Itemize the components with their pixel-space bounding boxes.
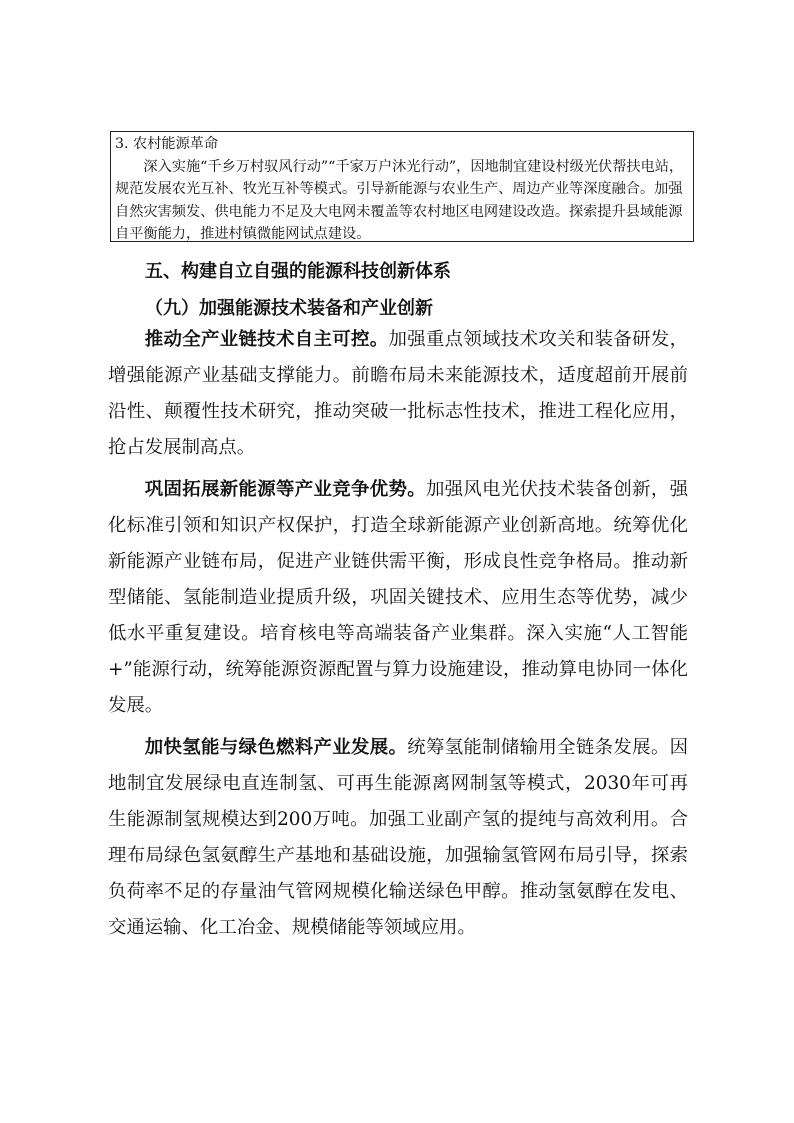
- box-body: 深入实施“千乡万村驭风行动”“千家万户沐光行动”，因地制宜建设村级光伏帮扶电站，规范发展农光互补、牧光互补等模式。引导新能源与农业生产、周边产业等深度融合。加强自然灾害频发、供电能力不足及大电网未覆盖等农村地区电网建设改造。探索提升县域能源自平衡能力，推进村镇微能网试点建设。: [115, 158, 684, 242]
- paragraph-text: 加强风电光伏技术装备创新，强化标准引领和知识产权保护，打造全球新能源产业创新高地。统筹优化新能源产业链布局，促进产业链供需平衡，形成良性竞争格局。推动新型储能、氢能制造业提质升级，巩固关键技术、应用生态等优势，减少低水平重复建设。培育核电等高端装备产业集群。深入实施“人工智能+”能源行动，统筹能源资源配置与算力设施建设，推动算电协同一体化发展。: [108, 479, 688, 716]
- paragraph-text: 统筹氢能制储输用全链条发展。因地制宜发展绿电直连制氢、可再生能源离网制氢等模式，2030年可再生能源制氢规模达到200万吨。加强工业副产氢的提纯与高效利用。合理布局绿色氢氨醇生产基地和基础设施，加强输氢管网布局引导，探索负荷率不足的存量油气管网规模化输送绿色甲醇。推动氢氨醇在发电、交通运输、化工冶金、规模储能等领域应用。: [108, 737, 688, 938]
- paragraph-text: 加强重点领域技术攻关和装备研发，增强能源产业基础支撑能力。前瞻布局未来能源技术，适度超前开展前沿性、颠覆性技术研究，推动突破一批标志性技术，推进工程化应用，抢占发展制高点。: [108, 329, 688, 458]
- paragraph-1: [108, 322, 688, 466]
- paragraph-lead: 巩固拓展新能源等产业竞争优势。: [144, 479, 426, 500]
- rural-energy-box: [110, 131, 694, 242]
- section-title: 五、构建自立自强的能源科技创新体系: [145, 261, 451, 282]
- paragraph-3: [108, 730, 688, 946]
- body-text: [108, 322, 688, 946]
- box-title: 3. 农村能源革命: [115, 136, 219, 152]
- paragraph-lead: 加快氢能与绿色燃料产业发展。: [144, 737, 408, 758]
- paragraph-2: [108, 472, 688, 724]
- paragraph-lead: 推动全产业链技术自主可控。: [144, 329, 389, 350]
- subsection-title: （九）加强能源技术装备和产业创新: [145, 298, 433, 319]
